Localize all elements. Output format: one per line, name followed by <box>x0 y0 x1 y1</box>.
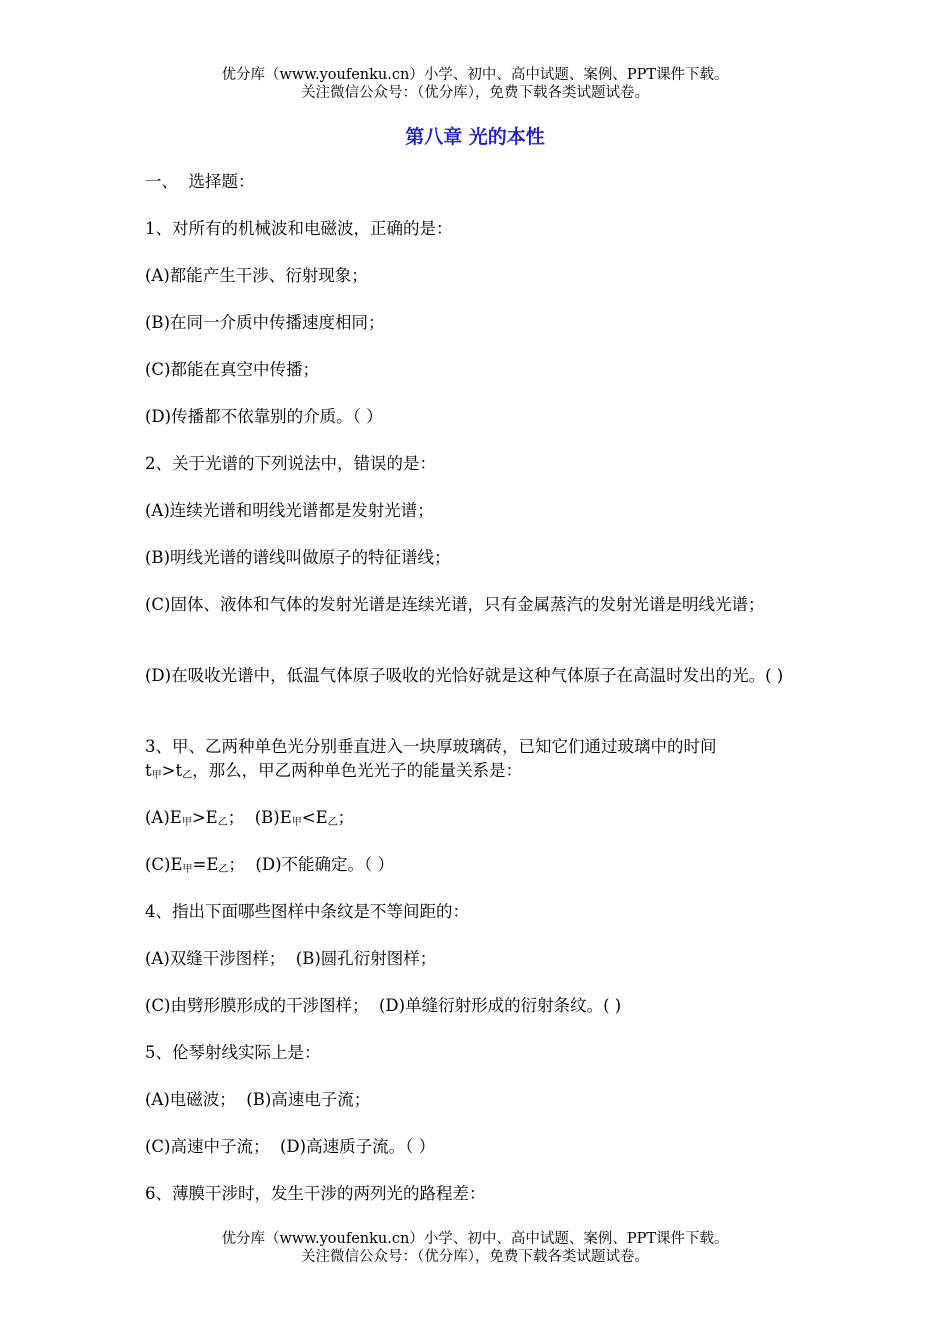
q3-opt-b-label: ； (B)E <box>227 808 292 827</box>
question-3-stem-text: 3、甲、乙两种单色光分别垂直进入一块厚玻璃砖，已知它们通过玻璃中的时间 <box>145 737 717 756</box>
question-2-option-d: (D)在吸收光谱中，低温气体原子吸收的光恰好就是这种气体原子在高温时发出的光。( ) <box>145 666 784 685</box>
question-3-sub-jia: 甲 <box>151 770 162 781</box>
question-1-option-d: (D)传播都不依靠别的介质。（ ） <box>145 407 383 426</box>
page-header <box>0 66 950 102</box>
question-4-options-ab: (A)双缝干涉图样； (B)圆孔衍射图样； <box>145 949 437 968</box>
question-1-option-a: (A)都能产生干涉、衍射现象； <box>145 266 368 285</box>
q3-opt-d: ； (D)不能确定。（ ） <box>228 855 395 874</box>
question-3-sub-yi: 乙 <box>182 770 193 781</box>
q3-opt-c-label: (C)E <box>145 855 183 874</box>
question-3-stem-end: ，那么，甲乙两种单色光光子的能量关系是： <box>192 761 523 780</box>
question-2-option-b: (B)明线光谱的谱线叫做原子的特征谱线； <box>145 548 451 567</box>
question-3-options-cd <box>145 853 810 882</box>
section-heading: 一、 选择题： <box>145 172 255 191</box>
q3-opt-a-label: (A)E <box>145 808 182 827</box>
footer-line-2: 关注微信公众号：（优分库），免费下载各类试题试卷。 <box>301 1249 649 1265</box>
question-4-options-cd: (C)由劈形膜形成的干涉图样； (D)单缝衍射形成的衍射条纹。( ) <box>145 996 622 1015</box>
footer-line-1: 优分库（www.youfenku.cn）小学、初中、高中试题、案例、PPT课件下载。 <box>221 1231 729 1247</box>
q3-opt-a-sub2: 乙 <box>217 817 228 828</box>
q3-opt-b-sub1: 甲 <box>291 817 302 828</box>
question-5-options-ab: (A)电磁波； (B)高速电子流； <box>145 1090 371 1109</box>
question-2-option-a: (A)连续光谱和明线光谱都是发射光谱； <box>145 501 434 520</box>
header-line-1: 优分库（www.youfenku.cn）小学、初中、高中试题、案例、PPT课件下载。 <box>221 67 729 83</box>
header-line-2: 关注微信公众号：（优分库），免费下载各类试题试卷。 <box>301 85 649 101</box>
question-3-options-ab <box>145 806 810 835</box>
q3-opt-c-sub2: 乙 <box>218 864 229 875</box>
question-5-options-cd: (C)高速中子流； (D)高速质子流。（ ） <box>145 1137 436 1156</box>
question-4-stem: 4、指出下面哪些图样中条纹是不等间距的： <box>145 902 469 921</box>
q3-opt-c-rel: =E <box>192 855 219 874</box>
question-1-stem: 1、对所有的机械波和电磁波，正确的是： <box>145 219 453 238</box>
question-1-option-b: (B)在同一介质中传播速度相同； <box>145 313 385 332</box>
question-6-stem: 6、薄膜干涉时，发生干涉的两列光的路程差： <box>145 1184 486 1203</box>
q3-opt-a-rel: >E <box>191 808 218 827</box>
page-title: 第八章 光的本性 <box>405 126 545 148</box>
page-footer <box>0 1230 950 1266</box>
question-5-stem: 5、伦琴射线实际上是： <box>145 1043 321 1062</box>
q3-opt-a-sub1: 甲 <box>181 817 192 828</box>
question-2-option-c: (C)固体、液体和气体的发射光谱是连续光谱，只有金属蒸汽的发射光谱是明线光谱； <box>145 595 765 614</box>
question-3-t: t <box>145 761 152 780</box>
q3-opt-c-sub1: 甲 <box>182 864 193 875</box>
question-3-stem <box>145 735 810 788</box>
q3-opt-b-sub2: 乙 <box>327 817 338 828</box>
q3-opt-b-end: ； <box>337 808 355 827</box>
question-2-stem: 2、关于光谱的下列说法中，错误的是： <box>145 454 436 473</box>
question-3-gt-t: >t <box>161 761 183 780</box>
q3-opt-b-rel: <E <box>301 808 328 827</box>
question-1-option-c: (C)都能在真空中传播； <box>145 360 319 379</box>
